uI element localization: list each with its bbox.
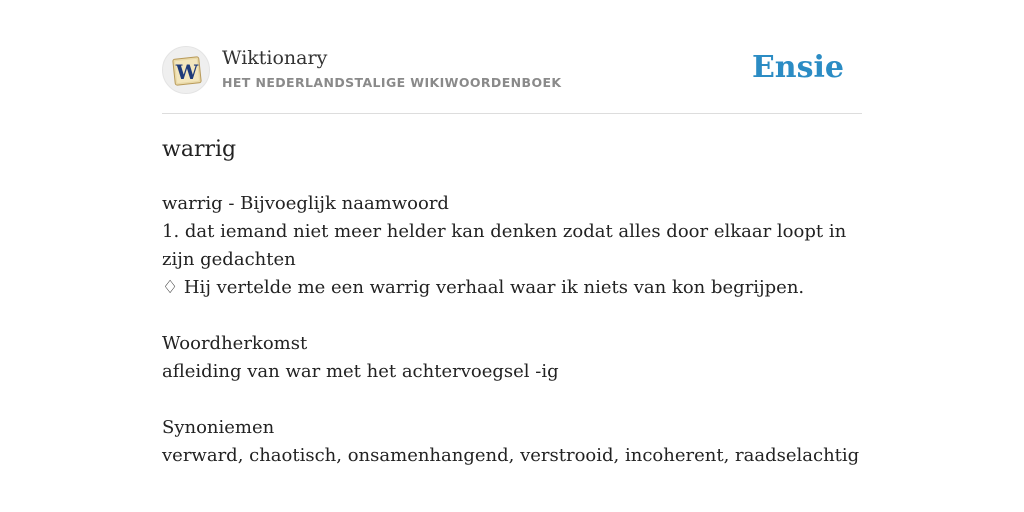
entry-example: ♢ Hij vertelde me een warrig verhaal waar ik niets van kon begrijpen. [162,277,805,298]
wiktionary-logo-icon[interactable] [162,46,210,94]
etymology-text: afleiding van war met het achtervoegsel -ig [162,361,559,382]
etymology-label: Woordherkomst [162,333,308,354]
svg-text:W: W [175,60,199,84]
synonyms-text: verward, chaotisch, onsamenhangend, verstrooid, incoherent, raadselachtig [162,445,860,466]
site-tagline: HET NEDERLANDSTALIGE WIKIWOORDENBOEK [222,75,562,90]
spacer [162,302,862,330]
synonyms-label: Synoniemen [162,417,275,438]
site-name[interactable]: Wiktionary [222,47,328,69]
entry-heading: warrig - Bijvoeglijk naamwoord [162,193,449,214]
spacer [162,386,862,414]
page-card [162,0,862,512]
site-header [162,44,862,98]
entry-definition: 1. dat iemand niet meer helder kan denken zodat alles door elkaar loopt in zijn gedachten [162,221,847,270]
brand-logo[interactable]: Ensie [751,50,844,85]
page-title: warrig [162,137,237,162]
header-divider [162,113,862,114]
entry-content [162,190,862,470]
